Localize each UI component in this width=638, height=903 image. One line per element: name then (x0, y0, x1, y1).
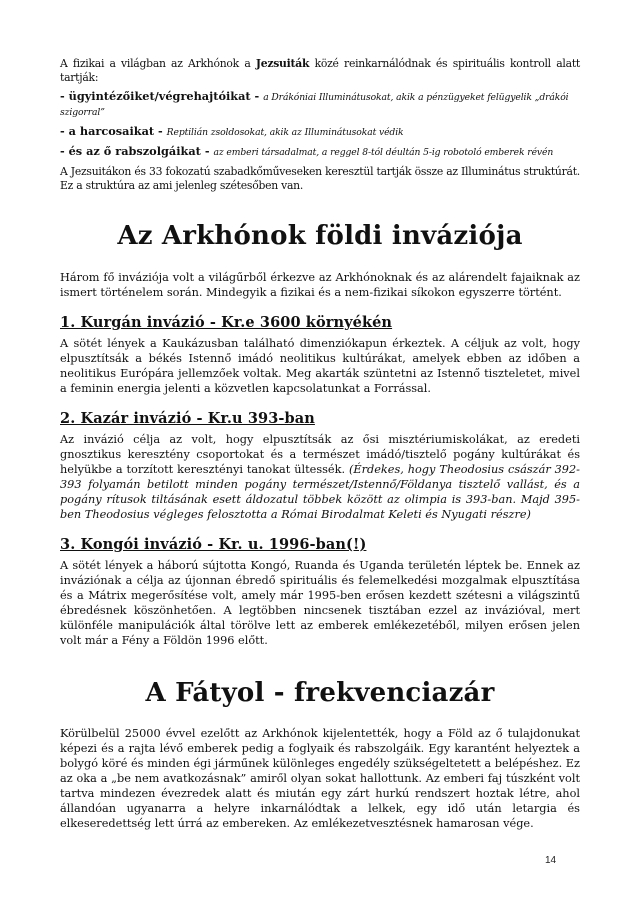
section-title-veil: A Fátyol - frekvenciazár (145, 678, 495, 708)
list-item-note: Reptilián zsoldosokat, akik az Illuminátusokat védik (166, 127, 404, 138)
section-intro-paragraph: Három fő inváziója volt a világűrből érkezve az Arkhónoknak és az alárendelt fajaiknak az ismert történelem során. Mindegyik a fizikai és a nem-fizikai síkokon egyszerre történt. (60, 271, 580, 299)
intro-closing: A Jezsuitákon és 33 fokozatú szabadkőműveseken keresztül tartják össze az Illuminátus struktúrát. Ez a struktúra az ami jelenleg szétesőben van. (60, 165, 580, 192)
invasion-body: A sötét lények a Kaukázusban található dimenziókapun érkeztek. A céljuk az volt, hogy elpusztítsák a békés Istennő imádó neolitikus kultúrákat, amelyek ebben az időben a neolitikus Európára jellemzőek voltak. Meg akarták szüntetni az Istennő tiszteletet, mivel a feminin energia jelenti a közvetlen kapcsolatunkat a Forrással. (60, 337, 580, 395)
invasion-text-kurgan (60, 336, 580, 396)
intro-bold-word: Jezsuiták (255, 57, 310, 70)
intro-list (60, 89, 580, 160)
invasion-heading-congo: 3. Kongói invázió - Kr. u. 1996-ban(!) (60, 536, 367, 553)
intro-paragraph (60, 57, 580, 85)
invasion-body: A sötét lények a háború sújtotta Kongó, Ruanda és Uganda területén léptek be. Ennek az inváziónak a célja az újonnan ébredő spirituális és felemelkedési mozgalmak elpusztítása és a Mátrix megerősítése volt, amely már 1995-ben erősen kezdett szétesni a világszintű ébredésnek köszönhetően. A legtöbben nincsenek tisztában ezzel az invázióval, mert különféle manipulációk által törölve lett az emberek emlékezetéből, milyen erősen jelen volt már a Fény a Földön 1996 előtt. (60, 559, 580, 647)
invasion-body: Az invázió célja az volt, hogy elpusztítsák az ősi misztériumiskolákat, az eredeti gnosztikus keresztény csoportokat és a természet imádó/tisztelő pogány kultúrákat és helyükbe a torzított keresztényi tanokat ültessék. (60, 433, 580, 476)
list-item-label: - a harcosaikat - (60, 124, 167, 138)
veil-paragraph: Körülbelül 25000 évvel ezelőtt az Arkhónok kijelentették, hogy a Föld az ő tulajdonukat képezi és a rajta lévő emberek pedig a foglyaik és rabszolgáik. Egy karantént helyeztek a bolygó köré és minden égi járműnek különleges engedély szükségeltetett a belépéshez. Ez az oka a „be nem avatkozásnak” amiről olyan sokat hallottunk. Az emberi faj túszként volt tartva mindezen évezredek alatt és miután egy zárt hurkú rendszert hoztak létre, ahol állandóan ugyanarra a helyre inkarnálódtak a lelkek, egy idő után letargia és elkeseredettség lett úrrá az embereken. Az emlékezetvesztésnek hamarosan vége. (60, 727, 580, 830)
list-item-label: - és az ő rabszolgáikat - (60, 144, 214, 158)
invasion-heading-khazar: 2. Kazár invázió - Kr.u 393-ban (60, 410, 315, 427)
invasion-italic-note: (Érdekes, hogy Theodosius császár 392-393 folyamán betilott minden pogány természet/Istennő/Földanya tisztelő vallást, és a pogány rítusok tiltásának esett áldozatul többek között az olimpia is 393-ban. Majd 395-ben Theodosius végleges felosztotta a Római Birodalmat Keleti és Nyugati részre) (60, 463, 580, 521)
intro-text-start: A fizikai a világban az Arkhónok a (60, 57, 256, 70)
list-item-note: a Drákóniai Illuminátusokat, akik a pénzügyeket felügyelik „drákói szigorral” (60, 92, 569, 118)
document-page (60, 57, 580, 831)
invasion-heading-kurgan: 1. Kurgán invázió - Kr.e 3600 környékén (60, 314, 393, 331)
list-item-note: az emberi társadalmat, a reggel 8-tól déultán 5-ig robotoló emberek révén (213, 147, 554, 158)
list-item (60, 89, 580, 120)
page-number: 14 (545, 855, 557, 866)
invasion-text-khazar (60, 432, 580, 522)
invasion-text-congo (60, 558, 580, 648)
list-item (60, 144, 580, 160)
section-title-invasion: Az Arkhónok földi inváziója (117, 221, 523, 251)
list-item (60, 124, 580, 140)
intro-text-end: közé reinkarnálódnak és spirituális kontroll alatt tartják: (60, 57, 580, 84)
list-item-label: - ügyintézőiket/végrehajtóikat - (60, 89, 264, 103)
